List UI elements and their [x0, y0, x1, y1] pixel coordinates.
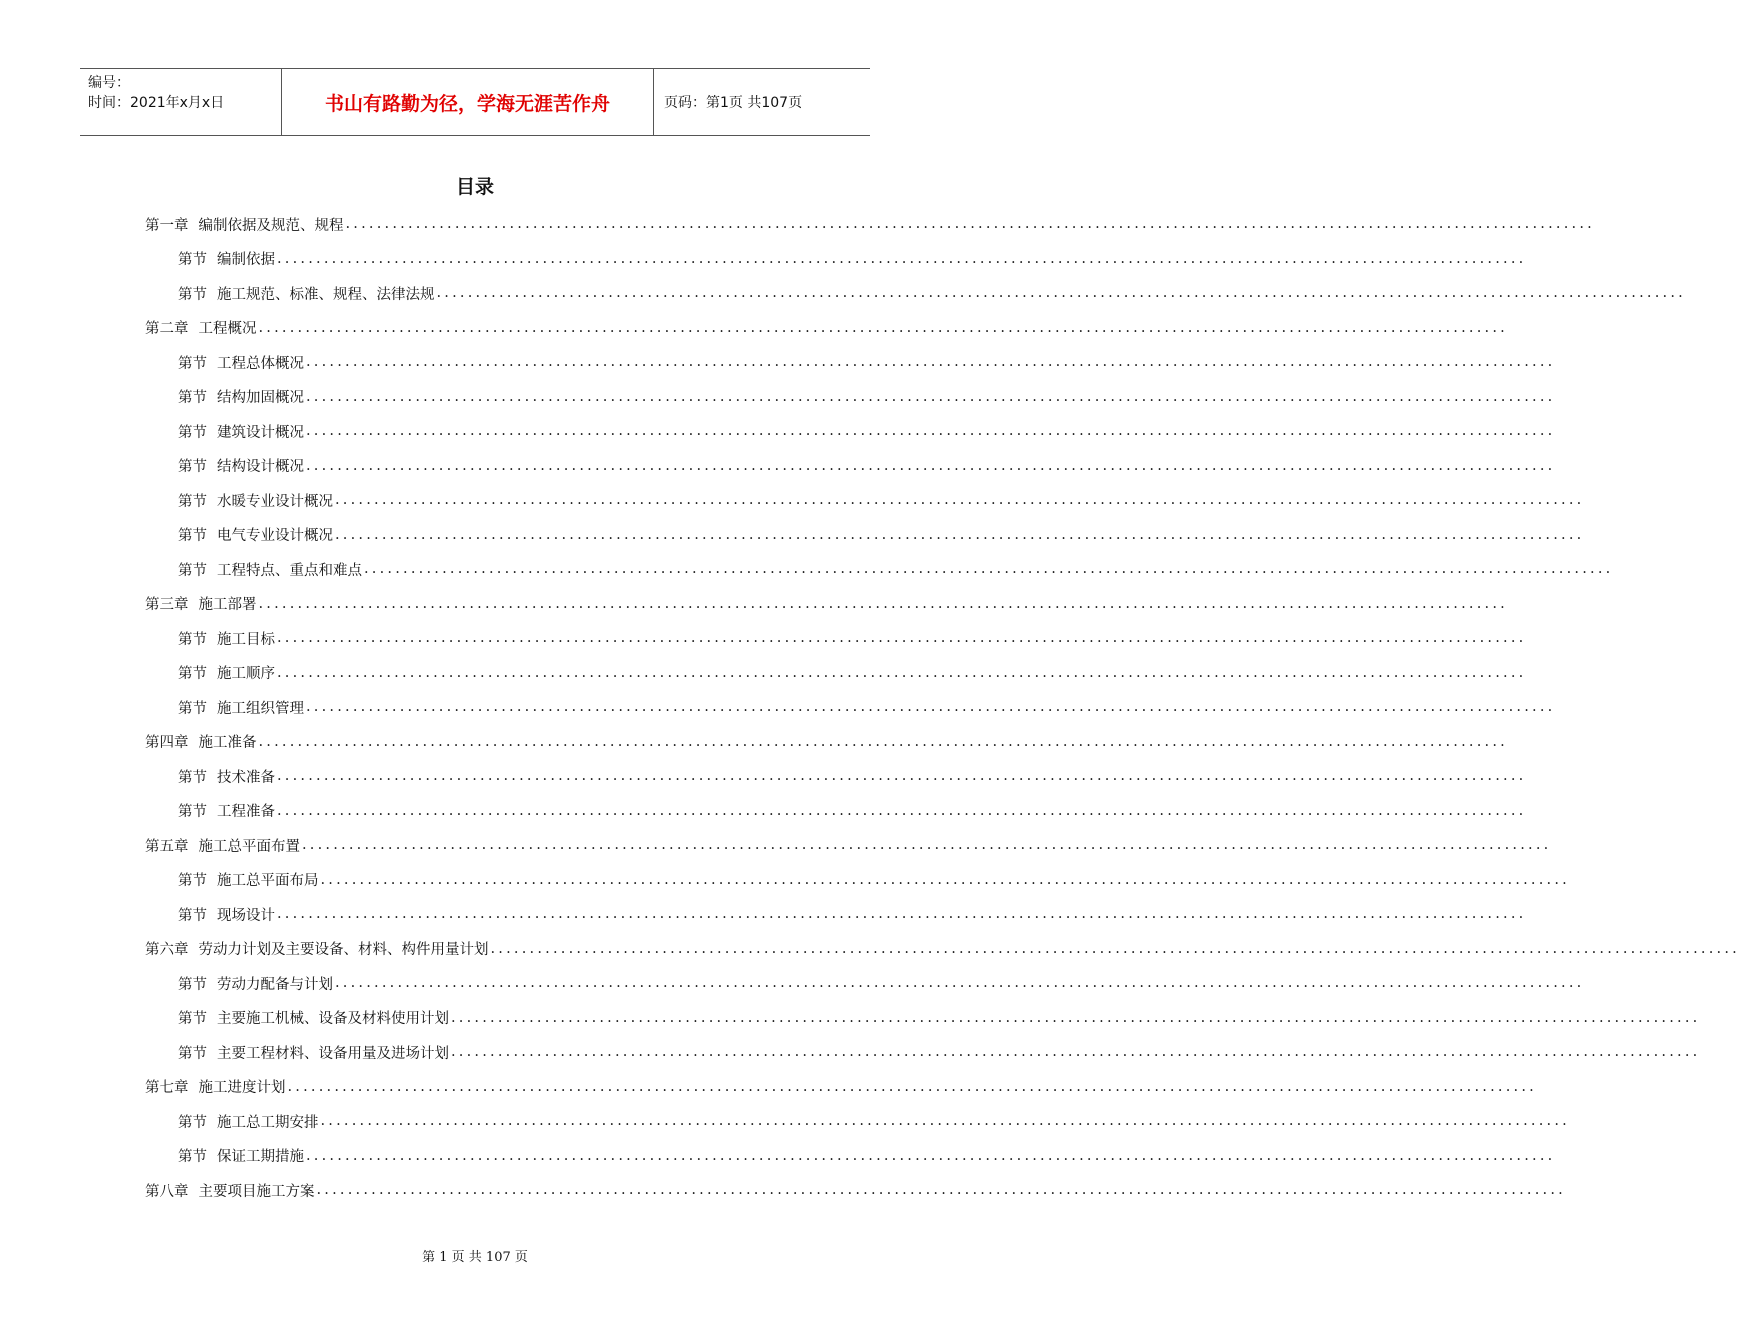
- toc-dot-leader: ................................................................................................................................................................: [258, 319, 1508, 336]
- toc-section-entry[interactable]: [145, 1035, 1701, 1070]
- toc-entry-title: 保证工期措施: [217, 1149, 304, 1166]
- toc-entry-title: 施工准备: [198, 735, 257, 752]
- toc-entry-title: 工程特点、重点和难点: [217, 562, 362, 579]
- toc-entry-number: 第节: [178, 355, 207, 372]
- toc-chapter-entry[interactable]: [145, 311, 1508, 346]
- toc-entry-number: 第节: [178, 1149, 207, 1166]
- toc-dot-leader: ................................................................................................................................................................: [306, 457, 1556, 474]
- toc-dot-leader: ................................................................................................................................................................: [335, 492, 1585, 509]
- page-footer: 第 1 页 共 107 页: [422, 1250, 528, 1265]
- toc-entry-title: 施工进度计划: [198, 1080, 286, 1097]
- header-motto: 书山有路勤为径，学海无涯苦作舟: [282, 69, 654, 135]
- toc-entry-number: 第节: [178, 528, 207, 545]
- toc-section-entry[interactable]: [145, 380, 1556, 415]
- toc-section-entry[interactable]: [145, 897, 1527, 932]
- toc-dot-leader: ................................................................................................................................................................: [320, 1113, 1570, 1130]
- toc-entry-title: 结构设计概况: [217, 459, 304, 476]
- toc-entry-title: 劳动力配备与计划: [217, 976, 333, 993]
- toc-dot-leader: ................................................................................................................................................................: [364, 561, 1614, 578]
- toc-section-entry[interactable]: [145, 1104, 1570, 1139]
- toc-dot-leader: ................................................................................................................................................................: [287, 1078, 1537, 1095]
- toc-entry-number: 第三章: [145, 597, 189, 614]
- toc-section-entry[interactable]: [145, 1001, 1701, 1036]
- toc-entry-title: 施工总平面布置: [198, 838, 300, 855]
- toc-entry-title: 施工总工期安排: [217, 1114, 319, 1131]
- table-of-contents: [145, 207, 1740, 1208]
- toc-dot-leader: ................................................................................................................................................................: [306, 354, 1556, 371]
- toc-section-entry[interactable]: [145, 759, 1527, 794]
- toc-section-entry[interactable]: [145, 242, 1527, 277]
- toc-entry-title: 主要施工机械、设备及材料使用计划: [217, 1011, 449, 1028]
- toc-section-entry[interactable]: [145, 449, 1556, 484]
- toc-entry-title: 工程概况: [198, 321, 257, 338]
- toc-dot-leader: ................................................................................................................................................................: [302, 837, 1552, 854]
- toc-entry-number: 第五章: [145, 838, 189, 855]
- toc-dot-leader: ................................................................................................................................................................: [436, 285, 1686, 302]
- toc-entry-number: 第节: [178, 976, 207, 993]
- toc-chapter-entry[interactable]: [145, 207, 1595, 242]
- toc-section-entry[interactable]: [145, 483, 1585, 518]
- toc-section-entry[interactable]: [145, 794, 1527, 829]
- toc-section-entry[interactable]: [145, 1139, 1556, 1174]
- toc-entry-number: 第节: [178, 493, 207, 510]
- toc-entry-number: 第节: [178, 804, 207, 821]
- toc-dot-leader: ................................................................................................................................................................: [316, 1182, 1566, 1199]
- toc-dot-leader: ................................................................................................................................................................: [258, 733, 1508, 750]
- toc-chapter-entry[interactable]: [145, 1173, 1566, 1208]
- toc-chapter-entry[interactable]: [145, 725, 1508, 760]
- toc-section-entry[interactable]: [145, 345, 1556, 380]
- document-time: 时间：2021年x月x日: [88, 95, 225, 111]
- toc-entry-title: 劳动力计划及主要设备、材料、构件用量计划: [198, 942, 489, 959]
- toc-dot-leader: ................................................................................................................................................................: [335, 526, 1585, 543]
- toc-section-entry[interactable]: [145, 621, 1527, 656]
- toc-dot-leader: ................................................................................................................................................................: [277, 768, 1527, 785]
- toc-section-entry[interactable]: [145, 966, 1585, 1001]
- toc-entry-number: 第节: [178, 1045, 207, 1062]
- toc-entry-number: 第节: [178, 390, 207, 407]
- toc-dot-leader: ................................................................................................................................................................: [277, 802, 1527, 819]
- toc-dot-leader: ................................................................................................................................................................: [306, 1147, 1556, 1164]
- toc-chapter-entry[interactable]: [145, 1070, 1537, 1105]
- toc-entry-number: 第一章: [145, 217, 189, 234]
- toc-entry-number: 第节: [178, 1011, 207, 1028]
- toc-entry-number: 第节: [178, 769, 207, 786]
- toc-entry-number: 第节: [178, 873, 207, 890]
- toc-entry-title: 主要项目施工方案: [198, 1183, 315, 1200]
- toc-entry-title: 工程总体概况: [217, 355, 304, 372]
- toc-entry-title: 施工规范、标准、规程、法律法规: [217, 286, 435, 303]
- toc-entry-title: 编制依据: [217, 252, 275, 269]
- toc-section-entry[interactable]: [145, 656, 1527, 691]
- toc-dot-leader: ................................................................................................................................................................: [277, 250, 1527, 267]
- toc-chapter-entry[interactable]: [145, 587, 1508, 622]
- document-number-label: 编号：: [88, 75, 130, 91]
- toc-entry-number: 第节: [178, 631, 207, 648]
- toc-entry-number: 第六章: [145, 942, 189, 959]
- toc-entry-title: 电气专业设计概况: [217, 528, 333, 545]
- toc-dot-leader: ................................................................................................................................................................: [258, 595, 1508, 612]
- toc-dot-leader: ................................................................................................................................................................: [451, 1044, 1701, 1061]
- toc-dot-leader: ................................................................................................................................................................: [451, 1009, 1701, 1026]
- toc-title: 目录: [455, 176, 494, 198]
- toc-entry-title: 施工部署: [198, 597, 257, 614]
- toc-chapter-entry[interactable]: [145, 828, 1552, 863]
- toc-entry-number: 第节: [178, 459, 207, 476]
- header-page-info: 页码：第1页 共107页: [664, 95, 803, 111]
- toc-entry-title: 施工目标: [217, 631, 275, 648]
- toc-entry-number: 第节: [178, 666, 207, 683]
- toc-chapter-entry[interactable]: [145, 932, 1740, 967]
- toc-entry-title: 现场设计: [217, 907, 275, 924]
- toc-entry-title: 编制依据及规范、规程: [198, 217, 344, 234]
- toc-section-entry[interactable]: [145, 414, 1556, 449]
- toc-section-entry[interactable]: [145, 276, 1686, 311]
- toc-entry-title: 施工顺序: [217, 666, 275, 683]
- toc-entry-number: 第节: [178, 700, 207, 717]
- toc-entry-number: 第七章: [145, 1080, 189, 1097]
- toc-entry-title: 工程准备: [217, 804, 275, 821]
- toc-dot-leader: ................................................................................................................................................................: [277, 906, 1527, 923]
- toc-entry-title: 建筑设计概况: [217, 424, 304, 441]
- toc-dot-leader: ................................................................................................................................................................: [277, 664, 1527, 681]
- toc-entry-number: 第八章: [145, 1183, 189, 1200]
- toc-dot-leader: ................................................................................................................................................................: [345, 216, 1595, 233]
- toc-entry-title: 水暖专业设计概况: [217, 493, 333, 510]
- toc-entry-number: 第节: [178, 286, 207, 303]
- toc-entry-number: 第二章: [145, 321, 189, 338]
- toc-dot-leader: ................................................................................................................................................................: [306, 699, 1556, 716]
- toc-entry-number: 第四章: [145, 735, 189, 752]
- toc-entry-title: 主要工程材料、设备用量及进场计划: [217, 1045, 449, 1062]
- toc-entry-title: 施工总平面布局: [217, 873, 319, 890]
- toc-dot-leader: ................................................................................................................................................................: [490, 940, 1740, 957]
- toc-section-entry[interactable]: [145, 690, 1556, 725]
- toc-entry-title: 施工组织管理: [217, 700, 304, 717]
- toc-entry-title: 技术准备: [217, 769, 275, 786]
- toc-entry-number: 第节: [178, 562, 207, 579]
- toc-entry-number: 第节: [178, 252, 207, 269]
- toc-entry-number: 第节: [178, 1114, 207, 1131]
- toc-entry-number: 第节: [178, 424, 207, 441]
- page-header: [80, 68, 870, 136]
- toc-dot-leader: ................................................................................................................................................................: [335, 975, 1585, 992]
- toc-section-entry[interactable]: [145, 863, 1570, 898]
- toc-dot-leader: ................................................................................................................................................................: [320, 871, 1570, 888]
- toc-dot-leader: ................................................................................................................................................................: [306, 423, 1556, 440]
- header-meta: [80, 69, 282, 135]
- toc-entry-number: 第节: [178, 907, 207, 924]
- toc-section-entry[interactable]: [145, 552, 1614, 587]
- toc-entry-title: 结构加固概况: [217, 390, 304, 407]
- toc-section-entry[interactable]: [145, 518, 1585, 553]
- toc-dot-leader: ................................................................................................................................................................: [306, 388, 1556, 405]
- toc-dot-leader: ................................................................................................................................................................: [277, 630, 1527, 647]
